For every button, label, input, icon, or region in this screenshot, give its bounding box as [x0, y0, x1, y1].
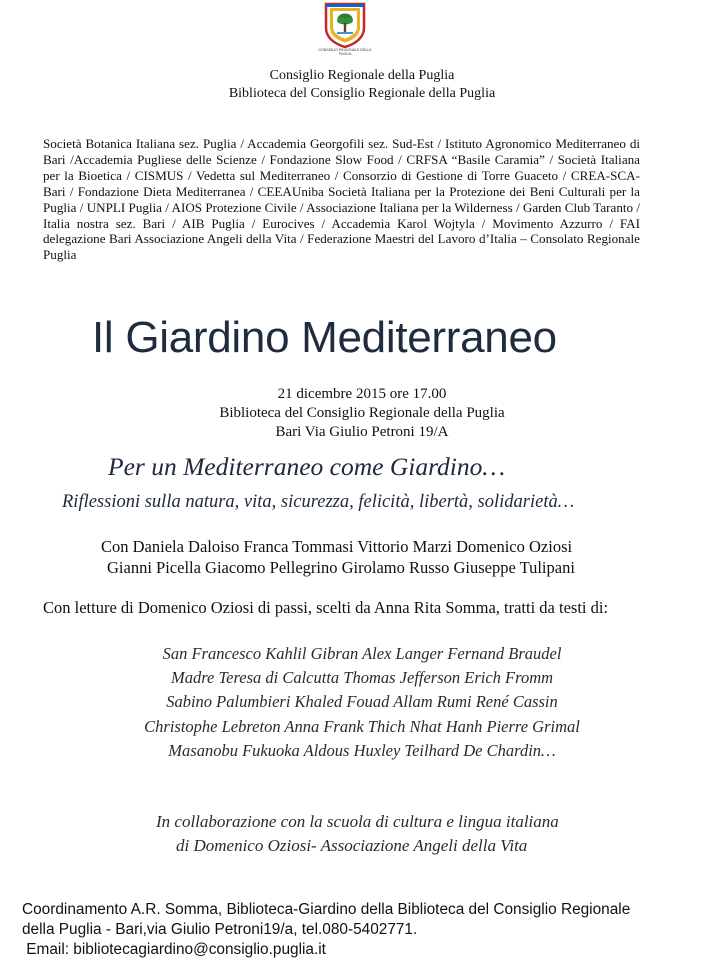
event-date: 21 dicembre 2015 ore 17.00 — [277, 386, 447, 402]
readings-intro: Con letture di Domenico Oziosi di passi, scelti da Anna Rita Somma, tratti da testi di: — [43, 598, 609, 617]
footer-email: Email: bibliotecagiardino@consiglio.puglia.it — [22, 941, 326, 958]
authors-line: Sabino Palumbieri Khaled Fouad Allam Rumi René Cassin — [166, 692, 558, 712]
partner-organizations: Società Botanica Italiana sez. Puglia / Accademia Georgofili sez. Sud-Est / Istituto Agronomico Mediterraneo di Bari /Accademia Pugliese delle Scienze / Fondazione Slow Food / CRFSA “Basile Caramia” / Società Italiana per la Bioetica / CISMUS / Vedetta sul Mediterraneo / Consorzio di Gestione di Torre Guaceto / CREA-SCA-Bari / Fondazione Dieta Mediterranea / CEEAUniba Società Italiana per la Protezione dei Beni Culturali per la Puglia / UNPLI Puglia / AIOS Protezione Civile / Associazione Italiana per la Wilderness / Garden Club Taranto / Italia nostra sez. Bari / AIB Puglia / Eurocives / Accademia Karol Wojtyla / Movimento Azzurro / FAI delegazione Bari Associazione Angeli della Vita / Federazione Maestri del Lavoro d’Italia – Consolato Regionale Puglia — [43, 136, 640, 263]
speakers-line-2: Gianni Picella Giacomo Pellegrino Girolamo Russo Giuseppe Tulipani — [107, 558, 575, 577]
footer-contact — [22, 900, 712, 960]
authors-list — [0, 642, 724, 763]
event-tagline: Riflessioni sulla natura, vita, sicurezza, felicità, libertà, solidarietà… — [62, 492, 575, 512]
event-address: Bari Via Giulio Petroni 19/A — [275, 424, 449, 440]
footer-address: della Puglia - Bari,via Giulio Petroni19/a, tel.080-5402771. — [22, 921, 418, 938]
event-subtitle: Per un Mediterraneo come Giardino… — [108, 452, 506, 481]
event-venue: Biblioteca del Consiglio Regionale della Puglia — [219, 405, 505, 421]
crest-caption: CONSIGLIO REGIONALE DELLA PUGLIA — [318, 48, 372, 56]
authors-line: Christophe Lebreton Anna Frank Thich Nhat Hanh Pierre Grimal — [144, 716, 580, 736]
collaboration-line-2: di Domenico Oziosi- Associazione Angeli della Vita — [176, 836, 528, 855]
speakers-line-1: Con Daniela Daloiso Franca Tommasi Vittorio Marzi Domenico Oziosi — [101, 537, 573, 556]
footer-coordination: Coordinamento A.R. Somma, Biblioteca-Giardino della Biblioteca del Consiglio Regionale — [22, 901, 631, 918]
authors-line: Madre Teresa di Calcutta Thomas Jefferson Erich Fromm — [170, 668, 554, 688]
council-name: Consiglio Regionale della Puglia — [269, 68, 455, 83]
authors-line: San Francesco Kahlil Gibran Alex Langer Fernand Braudel — [162, 644, 562, 663]
authors-line: Masanobu Fukuoka Aldous Huxley Teilhard De Chardin… — [168, 740, 556, 760]
library-name: Biblioteca del Consiglio Regionale della Puglia — [228, 86, 496, 101]
page-title: Il Giardino Mediterraneo — [92, 313, 557, 362]
collaboration-line-1: In collaborazione con la scuola di cultura e lingua italiana — [156, 812, 559, 831]
